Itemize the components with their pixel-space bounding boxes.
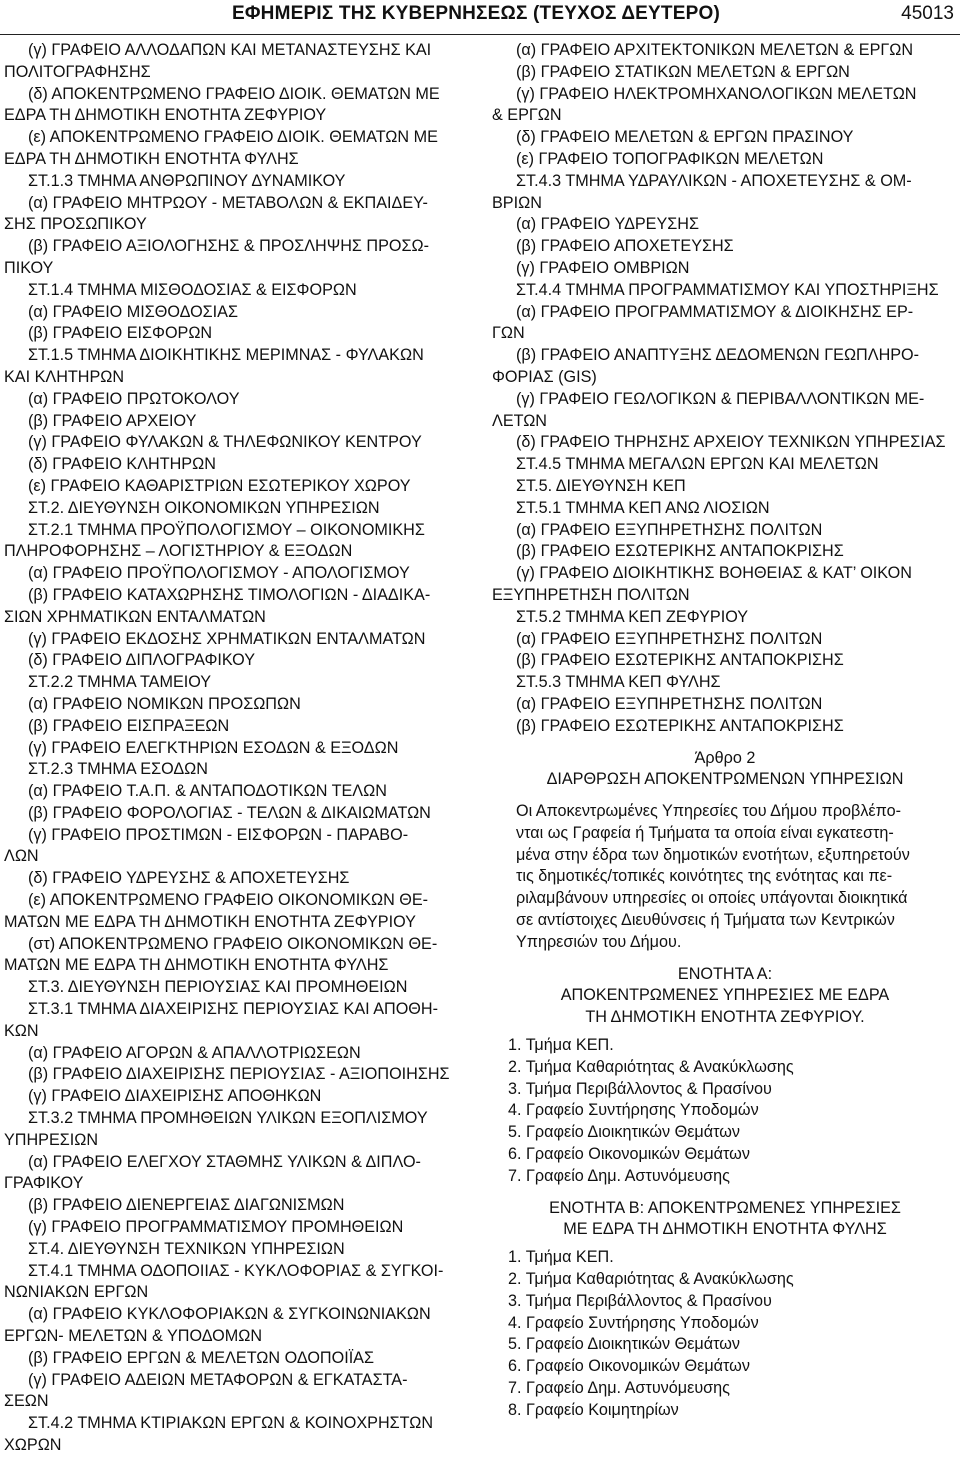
text-line: ΣΤ.4.2 ΤΜΗΜΑ ΚΤΙΡΙΑΚΩΝ ΕΡΓΩΝ & ΚΟΙΝΟΧΡΗΣΤΩΝ [28, 1414, 434, 1433]
text-line: (δ) ΓΡΑΦΕΙΟ ΔΙΠΛΟΓΡΑΦΙΚΟΥ [28, 651, 256, 670]
list-item: 2. Τμήμα Καθαριότητας & Ανακύκλωσης [508, 1270, 794, 1289]
heading-line: ΑΠΟΚΕΝΤΡΩΜΕΝΕΣ ΥΠΗΡΕΣΙΕΣ ΜΕ ΕΔΡΑ [560, 986, 890, 1005]
text-line: ΚΑΙ ΚΛΗΤΗΡΩΝ [4, 367, 125, 386]
text-line: (α) ΓΡΑΦΕΙΟ ΜΙΣΘΟΔΟΣΙΑΣ [28, 302, 238, 321]
gazette-title: ΕΦΗΜΕΡΙΣ ΤΗΣ ΚΥΒΕΡΝΗΣΕΩΣ (ΤΕΥΧΟΣ ΔΕΥΤΕΡΟ) [232, 3, 720, 24]
text-line: (β) ΓΡΑΦΕΙΟ ΦΟΡΟΛΟΓΙΑΣ - ΤΕΛΩΝ & ΔΙΚΑΙΩΜΑΤΩΝ [28, 803, 431, 822]
text-line: (α) ΓΡΑΦΕΙΟ ΜΗΤΡΩΟΥ - ΜΕΤΑΒΟΛΩΝ & ΕΚΠΑΙΔΕΥ- [28, 193, 428, 212]
text-line: (ε) ΑΠΟΚΕΝΤΡΩΜΕΝΟ ΓΡΑΦΕΙΟ ΔΙΟΙΚ. ΘΕΜΑΤΩΝ ΜΕ [28, 128, 438, 147]
unit-b-list [492, 1247, 958, 1421]
text-line: (α) ΓΡΑΦΕΙΟ ΝΟΜΙΚΩΝ ΠΡΟΣΩΠΩΝ [28, 694, 301, 713]
text-line: (ε) ΓΡΑΦΕΙΟ ΚΑΘΑΡΙΣΤΡΙΩΝ ΕΣΩΤΕΡΙΚΟΥ ΧΩΡΟΥ [28, 476, 411, 495]
text-line: ΓΩΝ [492, 324, 525, 343]
text-line: (β) ΓΡΑΦΕΙΟ ΕΣΩΤΕΡΙΚΗΣ ΑΝΤΑΠΟΚΡΙΣΗΣ [516, 716, 844, 735]
text-line: (α) ΓΡΑΦΕΙΟ ΕΛΕΓΧΟΥ ΣΤΑΘΜΗΣ ΥΛΙΚΩΝ & ΔΙΠΛΟ- [28, 1152, 421, 1171]
office-list-continued [492, 40, 958, 738]
text-line: ΣΤ.4.1 ΤΜΗΜΑ ΟΔΟΠΟΙΙΑΣ - ΚΥΚΛΟΦΟΡΙΑΣ & ΣΥΓΚΟΙ- [28, 1261, 444, 1280]
article-paragraph [492, 801, 958, 954]
text-line: (α) ΓΡΑΦΕΙΟ ΕΞΥΠΗΡΕΤΗΣΗΣ ΠΟΛΙΤΩΝ [516, 629, 823, 648]
text-line: (α) ΓΡΑΦΕΙΟ ΕΞΥΠΗΡΕΤΗΣΗΣ ΠΟΛΙΤΩΝ [516, 520, 823, 539]
text-line: ΦΟΡΙΑΣ (GIS) [492, 367, 597, 386]
text-line: ΣΤ.1.4 ΤΜΗΜΑ ΜΙΣΘΟΔΟΣΙΑΣ & ΕΙΣΦΟΡΩΝ [28, 280, 357, 299]
paragraph-line: μένα στην έδρα των δημοτικών ενοτήτων, εξυπηρετούν [516, 845, 910, 864]
paragraph-line: τις δημοτικές/τοπικές κοινότητες της ενότητας και πε- [516, 867, 893, 886]
text-line: (β) ΓΡΑΦΕΙΟ ΔΙΕΝΕΡΓΕΙΑΣ ΔΙΑΓΩΝΙΣΜΩΝ [28, 1196, 345, 1215]
text-line: ΣΤ.5.1 ΤΜΗΜΑ ΚΕΠ ΑΝΩ ΛΙΟΣΙΩΝ [516, 498, 770, 517]
text-line: ΣΕΩΝ [4, 1392, 49, 1411]
text-line: ΣΤ.3.2 ΤΜΗΜΑ ΠΡΟΜΗΘΕΙΩΝ ΥΛΙΚΩΝ ΕΞΟΠΛΙΣΜΟΥ [28, 1109, 428, 1128]
text-line: ΕΡΓΩΝ- ΜΕΛΕΤΩΝ & ΥΠΟΔΟΜΩΝ [4, 1327, 263, 1346]
text-line: ΝΩΝΙΑΚΩΝ ΕΡΓΩΝ [4, 1283, 149, 1302]
text-line: (γ) ΓΡΑΦΕΙΟ ΓΕΩΛΟΓΙΚΩΝ & ΠΕΡΙΒΑΛΛΟΝΤΙΚΩΝ ΜΕ- [516, 389, 925, 408]
text-line: (ε) ΑΠΟΚΕΝΤΡΩΜΕΝΟ ΓΡΑΦΕΙΟ ΟΙΚΟΝΟΜΙΚΩΝ ΘΕ- [28, 891, 429, 910]
text-line: (γ) ΓΡΑΦΕΙΟ ΑΛΛΟΔΑΠΩΝ ΚΑΙ ΜΕΤΑΝΑΣΤΕΥΣΗΣ ΚΑΙ [28, 41, 432, 59]
list-item: 8. Γραφείο Κοιμητηρίων [508, 1400, 679, 1419]
list-item: 2. Τμήμα Καθαριότητας & Ανακύκλωσης [508, 1057, 794, 1076]
heading-line: ΕΝΟΤΗΤΑ Β: ΑΠΟΚΕΝΤΡΩΜΕΝΕΣ ΥΠΗΡΕΣΙΕΣ [549, 1198, 901, 1217]
text-line: ΣΤ.4.5 ΤΜΗΜΑ ΜΕΓΑΛΩΝ ΕΡΓΩΝ ΚΑΙ ΜΕΛΕΤΩΝ [516, 455, 879, 474]
text-line: (β) ΓΡΑΦΕΙΟ ΕΣΩΤΕΡΙΚΗΣ ΑΝΤΑΠΟΚΡΙΣΗΣ [516, 542, 844, 561]
text-line: (β) ΓΡΑΦΕΙΟ ΕΙΣΦΟΡΩΝ [28, 324, 213, 343]
left-column [4, 40, 472, 1457]
heading-line: ΤΗ ΔΗΜΟΤΙΚΗ ΕΝΟΤΗΤΑ ΖΕΦΥΡΙΟΥ. [585, 1008, 865, 1027]
page-number: 45013 [901, 3, 954, 24]
list-item: 4. Γραφείο Συντήρησης Υποδομών [508, 1313, 759, 1332]
text-line: ΜΑΤΩΝ ΜΕ ΕΔΡΑ ΤΗ ΔΗΜΟΤΙΚΗ ΕΝΟΤΗΤΑ ΖΕΦΥΡΙΟΥ [4, 912, 416, 931]
text-line: ΣΤ.2.3 ΤΜΗΜΑ ΕΣΟΔΩΝ [28, 760, 208, 779]
text-line: (δ) ΓΡΑΦΕΙΟ ΚΛΗΤΗΡΩΝ [28, 455, 216, 474]
text-line: ΣΤ.5.3 ΤΜΗΜΑ ΚΕΠ ΦΥΛΗΣ [516, 673, 721, 692]
text-line: ΣΤ.2. ΔΙΕΥΘΥΝΣΗ ΟΙΚΟΝΟΜΙΚΩΝ ΥΠΗΡΕΣΙΩΝ [28, 498, 380, 517]
heading-line: ΜΕ ΕΔΡΑ ΤΗ ΔΗΜΟΤΙΚΗ ΕΝΟΤΗΤΑ ΦΥΛΗΣ [563, 1220, 887, 1239]
text-line: (γ) ΓΡΑΦΕΙΟ ΠΡΟΓΡΑΜΜΑΤΙΣΜΟΥ ΠΡΟΜΗΘΕΙΩΝ [28, 1218, 404, 1237]
text-line: ΠΛΗΡΟΦΟΡΗΣΗΣ – ΛΟΓΙΣΤΗΡΙΟΥ & ΕΞΟΔΩΝ [4, 542, 353, 561]
page-header [0, 0, 960, 35]
list-item: 5. Γραφείο Διοικητικών Θεμάτων [508, 1335, 741, 1354]
list-item: 1. Τμήμα ΚΕΠ. [508, 1036, 614, 1055]
text-line: (α) ΓΡΑΦΕΙΟ Τ.Α.Π. & ΑΝΤΑΠΟΔΟΤΙΚΩΝ ΤΕΛΩΝ [28, 782, 387, 801]
heading-line: ΕΝΟΤΗΤΑ Α: [677, 964, 773, 983]
article-number: Άρθρο 2 [694, 748, 756, 767]
text-line: ΒΡΙΩΝ [492, 193, 542, 212]
text-line: ΠΟΛΙΤΟΓΡΑΦΗΣΗΣ [4, 62, 151, 81]
list-item: 6. Γραφείο Οικονομικών Θεμάτων [508, 1357, 750, 1376]
article-title: ΔΙΑΡΘΡΩΣΗ ΑΠΟΚΕΝΤΡΩΜΕΝΩΝ ΥΠΗΡΕΣΙΩΝ [546, 770, 904, 789]
list-item: 4. Γραφείο Συντήρησης Υποδομών [508, 1101, 759, 1120]
paragraph-line: σε αντίστοιχες Διευθύνσεις ή Τμήματα των Κεντρικών [516, 911, 895, 930]
text-line: ΣΤ.2.1 ΤΜΗΜΑ ΠΡΟΫΠΟΛΟΓΙΣΜΟΥ – ΟΙΚΟΝΟΜΙΚΗΣ [28, 520, 425, 539]
text-line: (γ) ΓΡΑΦΕΙΟ ΠΡΟΣΤΙΜΩΝ - ΕΙΣΦΟΡΩΝ - ΠΑΡΑΒΟ- [28, 825, 409, 844]
text-line: ΣΤ.3. ΔΙΕΥΘΥΝΣΗ ΠΕΡΙΟΥΣΙΑΣ ΚΑΙ ΠΡΟΜΗΘΕΙΩΝ [28, 978, 408, 997]
text-line: ΣΙΩΝ ΧΡΗΜΑΤΙΚΩΝ ΕΝΤΑΛΜΑΤΩΝ [4, 607, 266, 626]
text-line: ΧΩΡΩΝ [4, 1436, 62, 1454]
text-line: (α) ΓΡΑΦΕΙΟ ΥΔΡΕΥΣΗΣ [516, 215, 699, 234]
text-line: ΕΔΡΑ ΤΗ ΔΗΜΟΤΙΚΗ ΕΝΟΤΗΤΑ ΦΥΛΗΣ [4, 149, 299, 168]
text-line: ΓΡΑΦΙΚΟΥ [4, 1174, 84, 1193]
list-item: 7. Γραφείο Δημ. Αστυνόμευσης [508, 1166, 730, 1185]
text-line: ΣΤ.3.1 ΤΜΗΜΑ ΔΙΑΧΕΙΡΙΣΗΣ ΠΕΡΙΟΥΣΙΑΣ ΚΑΙ ΑΠΟΘΗ- [28, 1000, 438, 1019]
text-line: (δ) ΓΡΑΦΕΙΟ ΤΗΡΗΣΗΣ ΑΡΧΕΙΟΥ ΤΕΧΝΙΚΩΝ ΥΠΗΡΕΣΙΑΣ [516, 433, 946, 452]
text-line: (γ) ΓΡΑΦΕΙΟ ΟΜΒΡΙΩΝ [516, 258, 690, 277]
text-line: (β) ΓΡΑΦΕΙΟ ΑΞΙΟΛΟΓΗΣΗΣ & ΠΡΟΣΛΗΨΗΣ ΠΡΟΣΩ- [28, 237, 429, 256]
text-line: (β) ΓΡΑΦΕΙΟ ΑΝΑΠΤΥΞΗΣ ΔΕΔΟΜΕΝΩΝ ΓΕΩΠΛΗΡΟ- [516, 346, 920, 365]
text-line: (ε) ΓΡΑΦΕΙΟ ΤΟΠΟΓΡΑΦΙΚΩΝ ΜΕΛΕΤΩΝ [516, 149, 824, 168]
text-line: (β) ΓΡΑΦΕΙΟ ΑΡΧΕΙΟΥ [28, 411, 197, 430]
text-line: ΛΩΝ [4, 847, 39, 866]
text-line: ΣΤ.5.2 ΤΜΗΜΑ ΚΕΠ ΖΕΦΥΡΙΟΥ [516, 607, 749, 626]
text-line: ΣΤ.1.3 ΤΜΗΜΑ ΑΝΘΡΩΠΙΝΟΥ ΔΥΝΑΜΙΚΟΥ [28, 171, 346, 190]
list-item: 3. Τμήμα Περιβάλλοντος & Πρασίνου [508, 1079, 772, 1098]
text-line: ΣΤ.4.3 ΤΜΗΜΑ ΥΔΡΑΥΛΙΚΩΝ - ΑΠΟΧΕΤΕΥΣΗΣ & ΟΜ- [516, 171, 912, 190]
text-line: (γ) ΓΡΑΦΕΙΟ ΕΛΕΓΚΤΗΡΙΩΝ ΕΣΟΔΩΝ & ΕΞΟΔΩΝ [28, 738, 399, 757]
text-line: (γ) ΓΡΑΦΕΙΟ ΔΙΟΙΚΗΤΙΚΗΣ ΒΟΗΘΕΙΑΣ & ΚΑΤ’ ΟΙΚΟΝ [516, 564, 912, 583]
list-item: 1. Τμήμα ΚΕΠ. [508, 1248, 614, 1267]
text-line: ΣΤ.4.4 ΤΜΗΜΑ ΠΡΟΓΡΑΜΜΑΤΙΣΜΟΥ ΚΑΙ ΥΠΟΣΤΗΡΙΞΗΣ [516, 280, 939, 299]
text-line: (β) ΓΡΑΦΕΙΟ ΣΤΑΤΙΚΩΝ ΜΕΛΕΤΩΝ & ΕΡΓΩΝ [516, 62, 850, 81]
list-item: 3. Τμήμα Περιβάλλοντος & Πρασίνου [508, 1291, 772, 1310]
unit-a-heading [492, 964, 958, 1029]
text-line: (δ) ΓΡΑΦΕΙΟ ΜΕΛΕΤΩΝ & ΕΡΓΩΝ ΠΡΑΣΙΝΟΥ [516, 128, 854, 147]
paragraph-line: Οι Αποκεντρωμένες Υπηρεσίες του Δήμου προβλέπο- [516, 802, 901, 821]
text-line: ΕΔΡΑ ΤΗ ΔΗΜΟΤΙΚΗ ΕΝΟΤΗΤΑ ΖΕΦΥΡΙΟΥ [4, 106, 327, 125]
paragraph-line: Υπηρεσιών του Δήμου. [516, 932, 682, 951]
text-line: ΚΩΝ [4, 1021, 39, 1040]
text-line: (β) ΓΡΑΦΕΙΟ ΑΠΟΧΕΤΕΥΣΗΣ [516, 237, 734, 256]
text-line: ΣΤ.5. ΔΙΕΥΘΥΝΣΗ ΚΕΠ [516, 476, 686, 495]
text-line: ΥΠΗΡΕΣΙΩΝ [4, 1130, 99, 1149]
text-line: (α) ΓΡΑΦΕΙΟ ΠΡΟΓΡΑΜΜΑΤΙΣΜΟΥ & ΔΙΟΙΚΗΣΗΣ ΕΡ- [516, 302, 914, 321]
text-line: ΕΞΥΠΗΡΕΤΗΣΗ ΠΟΛΙΤΩΝ [492, 585, 690, 604]
text-line: (β) ΓΡΑΦΕΙΟ ΚΑΤΑΧΩΡΗΣΗΣ ΤΙΜΟΛΟΓΙΩΝ - ΔΙΑΔΙΚΑ- [28, 585, 431, 604]
text-line: ΣΤ.1.5 ΤΜΗΜΑ ΔΙΟΙΚΗΤΙΚΗΣ ΜΕΡΙΜΝΑΣ - ΦΥΛΑΚΩΝ [28, 346, 424, 365]
list-item: 7. Γραφείο Δημ. Αστυνόμευσης [508, 1379, 730, 1398]
unit-a-list [492, 1035, 958, 1188]
list-item: 5. Γραφείο Διοικητικών Θεμάτων [508, 1123, 741, 1142]
text-line: (γ) ΓΡΑΦΕΙΟ ΕΚΔΟΣΗΣ ΧΡΗΜΑΤΙΚΩΝ ΕΝΤΑΛΜΑΤΩΝ [28, 629, 426, 648]
list-item: 6. Γραφείο Οικονομικών Θεμάτων [508, 1145, 750, 1164]
text-line: ΠΙΚΟΥ [4, 258, 54, 277]
paragraph-line: νται ως Γραφεία ή Τμήματα τα οποία είναι εγκατεστη- [516, 823, 894, 842]
text-line: (β) ΓΡΑΦΕΙΟ ΕΣΩΤΕΡΙΚΗΣ ΑΝΤΑΠΟΚΡΙΣΗΣ [516, 651, 844, 670]
text-line: (α) ΓΡΑΦΕΙΟ ΠΡΟΫΠΟΛΟΓΙΣΜΟΥ - ΑΠΟΛΟΓΙΣΜΟΥ [28, 564, 410, 583]
text-line: ΜΑΤΩΝ ΜΕ ΕΔΡΑ ΤΗ ΔΗΜΟΤΙΚΗ ΕΝΟΤΗΤΑ ΦΥΛΗΣ [4, 956, 389, 975]
text-line: ΛΕΤΩΝ [492, 411, 547, 430]
text-line: (α) ΓΡΑΦΕΙΟ ΑΡΧΙΤΕΚΤΟΝΙΚΩΝ ΜΕΛΕΤΩΝ & ΕΡΓΩΝ [516, 41, 914, 59]
text-line: (γ) ΓΡΑΦΕΙΟ ΔΙΑΧΕΙΡΙΣΗΣ ΑΠΟΘΗΚΩΝ [28, 1087, 322, 1106]
text-line: ΣΤ.4. ΔΙΕΥΘΥΝΣΗ ΤΕΧΝΙΚΩΝ ΥΠΗΡΕΣΙΩΝ [28, 1239, 345, 1258]
text-line: (β) ΓΡΑΦΕΙΟ ΕΙΣΠΡΑΞΕΩΝ [28, 716, 230, 735]
text-line: & ΕΡΓΩΝ [492, 106, 562, 125]
paragraph-line: ριλαμβάνουν υπηρεσίες οι οποίες υπάγονται διοικητικά [516, 889, 908, 908]
text-line: ΣΤ.2.2 ΤΜΗΜΑ ΤΑΜΕΙΟΥ [28, 673, 212, 692]
text-line: (β) ΓΡΑΦΕΙΟ ΕΡΓΩΝ & ΜΕΛΕΤΩΝ ΟΔΟΠΟΙΪΑΣ [28, 1348, 374, 1367]
text-line: ΣΗΣ ΠΡΟΣΩΠΙΚΟΥ [4, 215, 147, 234]
text-line: (β) ΓΡΑΦΕΙΟ ΔΙΑΧΕΙΡΙΣΗΣ ΠΕΡΙΟΥΣΙΑΣ - ΑΞΙΟΠΟΙΗΣΗΣ [28, 1065, 450, 1084]
text-line: (γ) ΓΡΑΦΕΙΟ ΦΥΛΑΚΩΝ & ΤΗΛΕΦΩΝΙΚΟΥ ΚΕΝΤΡΟΥ [28, 433, 422, 452]
text-line: (δ) ΓΡΑΦΕΙΟ ΥΔΡΕΥΣΗΣ & ΑΠΟΧΕΤΕΥΣΗΣ [28, 869, 350, 888]
text-line: (γ) ΓΡΑΦΕΙΟ ΗΛΕΚΤΡΟΜΗΧΑΝΟΛΟΓΙΚΩΝ ΜΕΛΕΤΩΝ [516, 84, 917, 103]
text-line: (γ) ΓΡΑΦΕΙΟ ΑΔΕΙΩΝ ΜΕΤΑΦΟΡΩΝ & ΕΓΚΑΤΑΣΤΑ- [28, 1370, 408, 1389]
text-line: (α) ΓΡΑΦΕΙΟ ΚΥΚΛΟΦΟΡΙΑΚΩΝ & ΣΥΓΚΟΙΝΩΝΙΑΚΩΝ [28, 1305, 431, 1324]
right-column [492, 40, 958, 1422]
text-line: (δ) ΑΠΟΚΕΝΤΡΩΜΕΝΟ ΓΡΑΦΕΙΟ ΔΙΟΙΚ. ΘΕΜΑΤΩΝ ΜΕ [28, 84, 440, 103]
text-line: (α) ΓΡΑΦΕΙΟ ΕΞΥΠΗΡΕΤΗΣΗΣ ΠΟΛΙΤΩΝ [516, 694, 823, 713]
text-line: (στ) ΑΠΟΚΕΝΤΡΩΜΕΝΟ ΓΡΑΦΕΙΟ ΟΙΚΟΝΟΜΙΚΩΝ ΘΕ- [28, 934, 438, 953]
text-line: (α) ΓΡΑΦΕΙΟ ΠΡΩΤΟΚΟΛΟΥ [28, 389, 240, 408]
text-line: (α) ΓΡΑΦΕΙΟ ΑΓΟΡΩΝ & ΑΠΑΛΛΟΤΡΙΩΣΕΩΝ [28, 1043, 361, 1062]
unit-b-heading [492, 1198, 958, 1242]
